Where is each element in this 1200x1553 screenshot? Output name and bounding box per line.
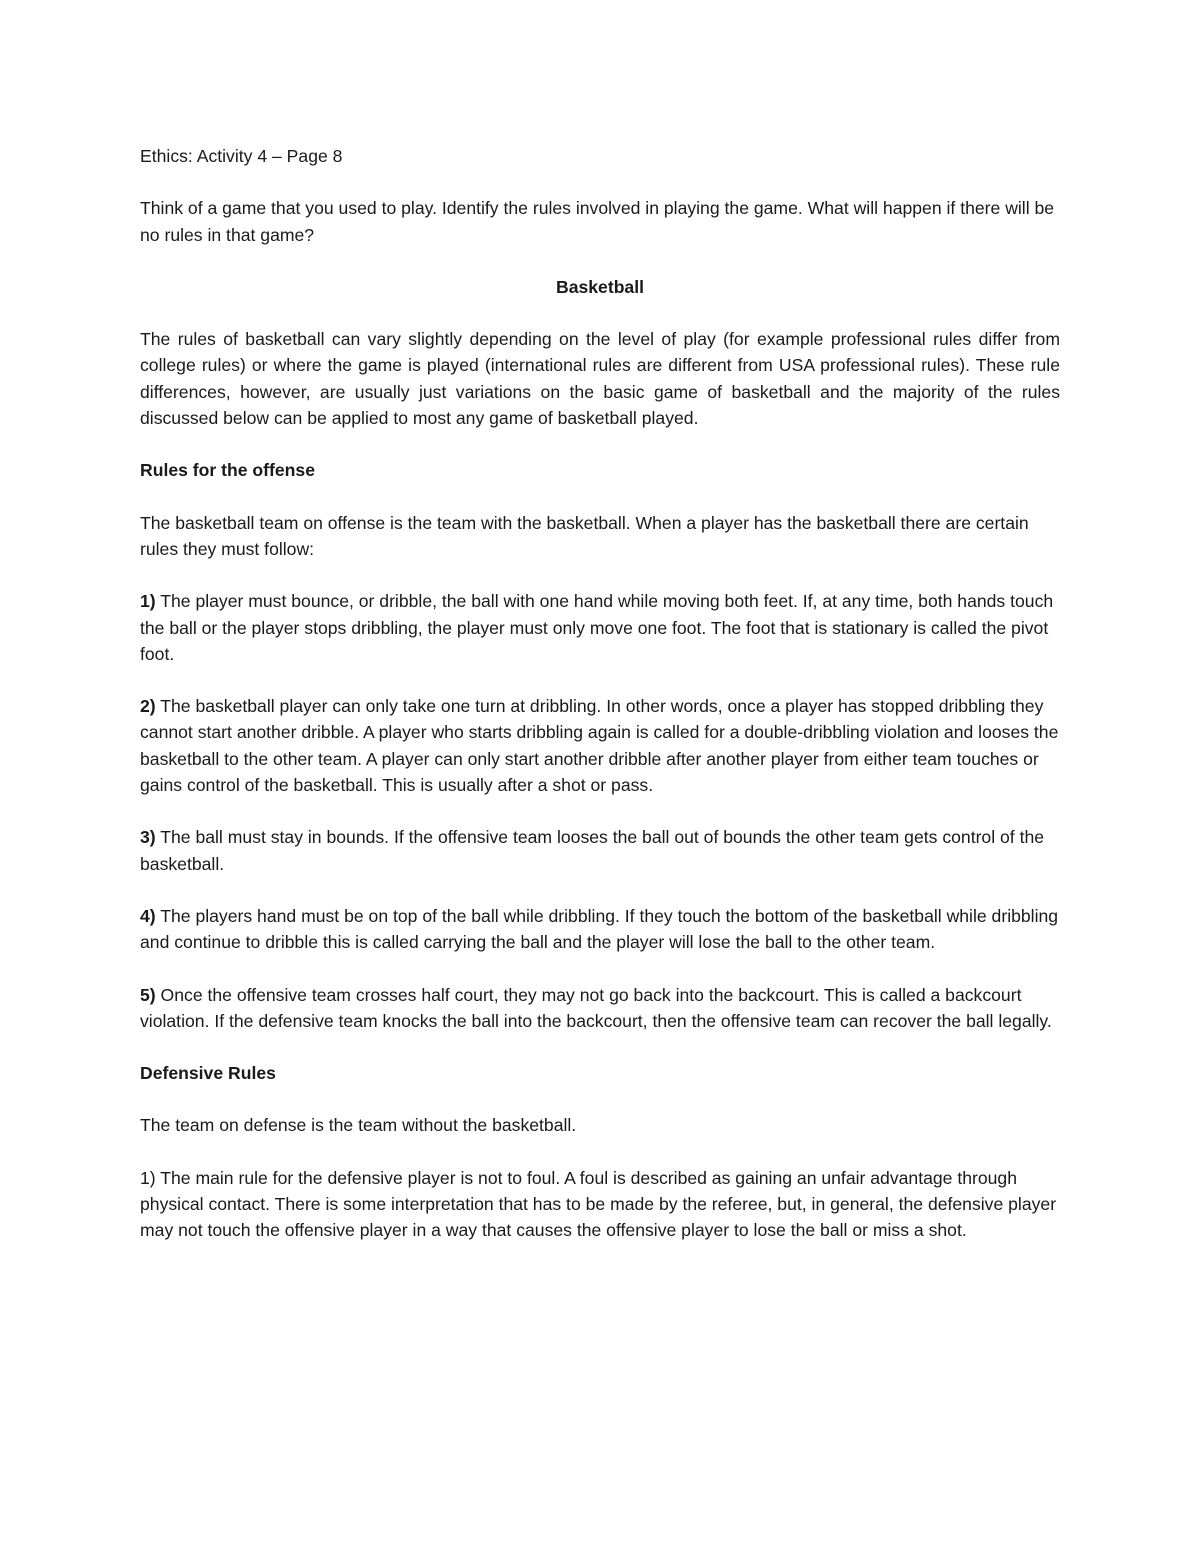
offense-rule <box>140 588 1060 667</box>
rule-number: 1) <box>140 591 156 612</box>
rule-number: 4) <box>140 905 156 926</box>
page-header: Ethics: Activity 4 – Page 8 <box>140 146 343 166</box>
offense-intro: The basketball team on offense is the team with the basketball. When a player has the basketball there are certain rules they must follow: <box>140 512 1029 559</box>
rule-number: 2) <box>140 696 156 717</box>
rule-text: The ball must stay in bounds. If the offensive team looses the ball out of bounds the other team gets control of the basketball. <box>140 827 1045 874</box>
rule-number: 1) <box>140 1167 156 1188</box>
defense-heading: Defensive Rules <box>140 1063 276 1084</box>
defense-intro: The team on defense is the team without the basketball. <box>140 1115 577 1136</box>
rule-number: 5) <box>140 984 156 1005</box>
rule-text: The main rule for the defensive player is not to foul. A foul is described as gaining an unfair advantage through physical contact. There is some interpretation that has to be made by the referee, but, in general, the defensive player may not touch the offensive player in a way that causes the offensive player to lose the ball or miss a shot. <box>140 1167 1057 1241</box>
rule-text: The player must bounce, or dribble, the ball with one hand while moving both feet. If, at any time, both hands touch the ball or the player stops dribbling, the player must only move one foot. The foot that is stationary is called the pivot foot. <box>140 591 1054 664</box>
intro-paragraph: The rules of basketball can vary slightly depending on the level of play (for example professional rules differ from college rules) or where the game is played (international rules are different from USA professional rules). These rule differences, however, are usually just variations on the basic game of basketball and the majority of the rules discussed below can be applied to most any game of basketball played. <box>140 329 1060 429</box>
rule-text: The basketball player can only take one turn at dribbling. In other words, once a player has stopped dribbling they cannot start another dribble. A player who starts dribbling again is called for a double-dribbling violation and looses the basketball to the other team. A player can only start another dribble after another player from either team touches or gains control of the basketball. This is usually after a shot or pass. <box>140 696 1059 796</box>
rule-text: The players hand must be on top of the ball while dribbling. If they touch the bottom of the basketball while dribbling and continue to dribble this is called carrying the ball and the player will lose the ball to the other team. <box>140 905 1059 953</box>
offense-rule <box>140 903 1060 956</box>
defense-rule <box>140 1165 1060 1244</box>
rule-number: 3) <box>140 827 156 848</box>
document-page <box>140 143 1060 1270</box>
document-title: Basketball <box>555 276 644 297</box>
offense-heading: Rules for the offense <box>140 460 315 481</box>
rule-text: Once the offensive team crosses half court, they may not go back into the backcourt. This is called a backcourt violation. If the defensive team knocks the ball into the backcourt, then the offensive team can recover the ball legally. <box>140 984 1052 1031</box>
offense-rule <box>140 693 1060 798</box>
offense-rule <box>140 824 1060 877</box>
offense-rule <box>140 982 1060 1035</box>
activity-question: Think of a game that you used to play. Identify the rules involved in playing the game. What will happen if there will be no rules in that game? <box>140 198 1055 245</box>
